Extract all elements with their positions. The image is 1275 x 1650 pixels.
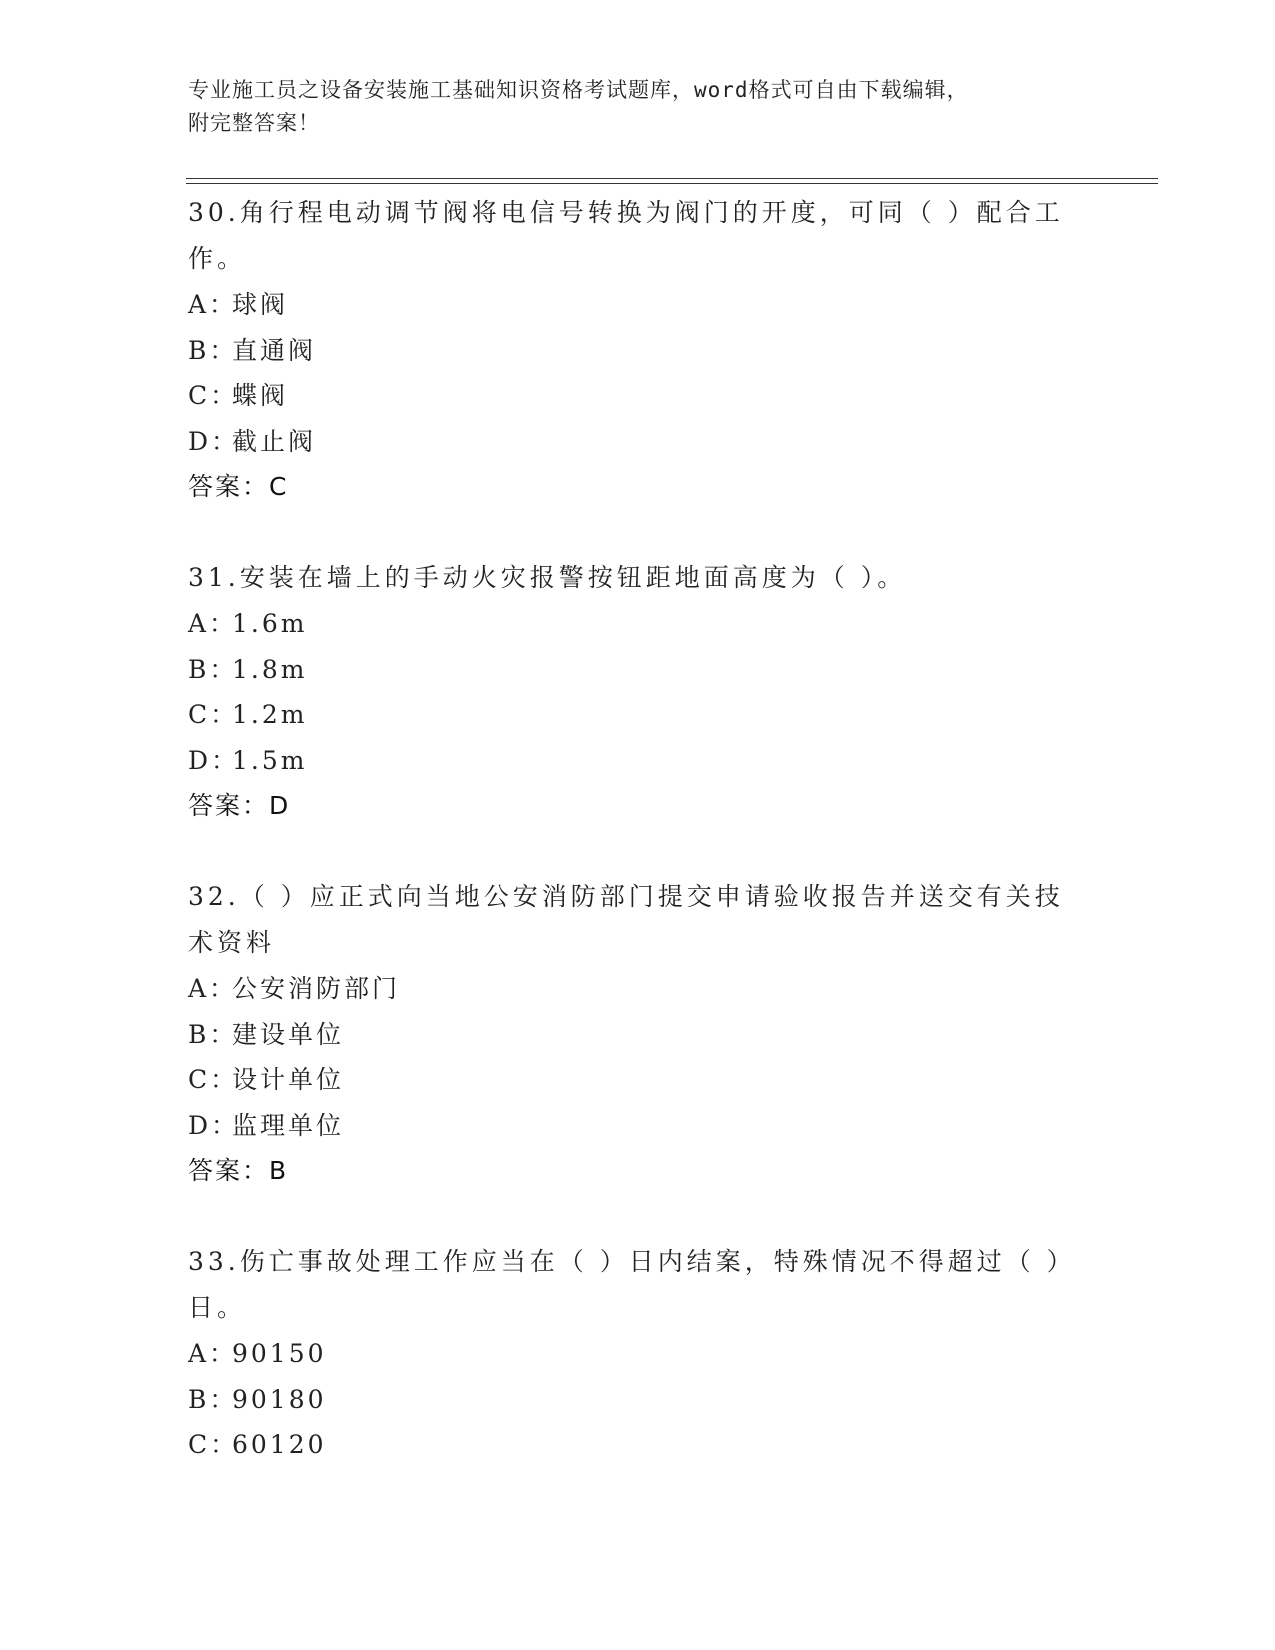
option-c xyxy=(188,373,1068,419)
option-text: 监理单位 xyxy=(232,1110,345,1140)
option-a xyxy=(188,966,1068,1012)
question-31 xyxy=(188,555,1068,828)
answer-value: C xyxy=(269,472,289,501)
option-key: B： xyxy=(188,654,238,684)
option-b xyxy=(188,647,1068,693)
option-text: 90180 xyxy=(232,1384,327,1414)
option-key: D： xyxy=(188,745,240,775)
option-key: C： xyxy=(188,700,239,729)
option-key: D： xyxy=(188,426,240,456)
answer-value: D xyxy=(269,791,291,820)
option-a xyxy=(188,1331,1068,1377)
option-text: 1.2m xyxy=(232,700,308,729)
option-text: 公安消防部门 xyxy=(232,974,401,1003)
option-text: 1.8m xyxy=(232,654,308,684)
option-key: A： xyxy=(188,1339,238,1368)
option-text: 蝶阀 xyxy=(232,381,289,410)
option-text: 建设单位 xyxy=(232,1019,345,1049)
option-b xyxy=(188,1377,1068,1423)
option-b xyxy=(188,328,1068,374)
option-text: 1.6m xyxy=(232,609,308,638)
option-text: 90150 xyxy=(232,1339,327,1368)
option-a xyxy=(188,282,1068,328)
option-text: 截止阀 xyxy=(232,426,317,456)
question-32 xyxy=(188,874,1068,1193)
option-c xyxy=(188,1422,1068,1468)
option-key: B： xyxy=(188,335,238,365)
option-d xyxy=(188,419,1068,465)
option-text: 球阀 xyxy=(232,290,289,319)
option-d xyxy=(188,738,1068,784)
document-header xyxy=(188,74,1068,140)
answer-line xyxy=(188,1148,1068,1193)
option-key: C： xyxy=(188,1430,239,1459)
option-key: C： xyxy=(188,381,239,410)
question-30 xyxy=(188,190,1068,509)
option-text: 设计单位 xyxy=(232,1065,345,1094)
option-text: 1.5m xyxy=(232,745,308,775)
option-text: 60120 xyxy=(232,1430,327,1459)
option-a xyxy=(188,601,1068,647)
header-line-1: 专业施工员之设备安装施工基础知识资格考试题库，word格式可自由下载编辑， xyxy=(188,78,969,102)
option-d xyxy=(188,1103,1068,1149)
question-stem: 31.安装在墙上的手动火灾报警按钮距地面高度为（ ）。 xyxy=(188,563,907,592)
question-stem: 30.角行程电动调节阀将电信号转换为阀门的开度，可同（ ）配合工作。 xyxy=(188,198,1064,273)
answer-value: B xyxy=(269,1156,289,1185)
option-c xyxy=(188,1057,1068,1103)
option-key: D： xyxy=(188,1110,240,1140)
question-stem: 33.伤亡事故处理工作应当在（ ）日内结案，特殊情况不得超过（ ）日。 xyxy=(188,1247,1064,1322)
header-divider-bottom xyxy=(186,183,1158,184)
option-key: C： xyxy=(188,1065,239,1094)
option-text: 直通阀 xyxy=(232,335,317,365)
question-33 xyxy=(188,1239,1068,1468)
question-list xyxy=(188,190,1068,1514)
answer-line xyxy=(188,464,1068,509)
answer-prefix: 答案： xyxy=(188,791,270,820)
option-b xyxy=(188,1012,1068,1058)
option-key: B： xyxy=(188,1384,238,1414)
option-key: A： xyxy=(188,609,238,638)
option-key: A： xyxy=(188,974,238,1003)
option-c xyxy=(188,692,1068,738)
option-key: A： xyxy=(188,290,238,319)
answer-prefix: 答案： xyxy=(188,1156,270,1185)
header-line-2: 附完整答案！ xyxy=(188,111,320,135)
option-key: B： xyxy=(188,1019,238,1049)
header-divider-top xyxy=(186,178,1158,179)
question-stem: 32.（ ）应正式向当地公安消防部门提交申请验收报告并送交有关技术资料 xyxy=(188,882,1064,957)
answer-line xyxy=(188,783,1068,828)
answer-prefix: 答案： xyxy=(188,472,270,501)
